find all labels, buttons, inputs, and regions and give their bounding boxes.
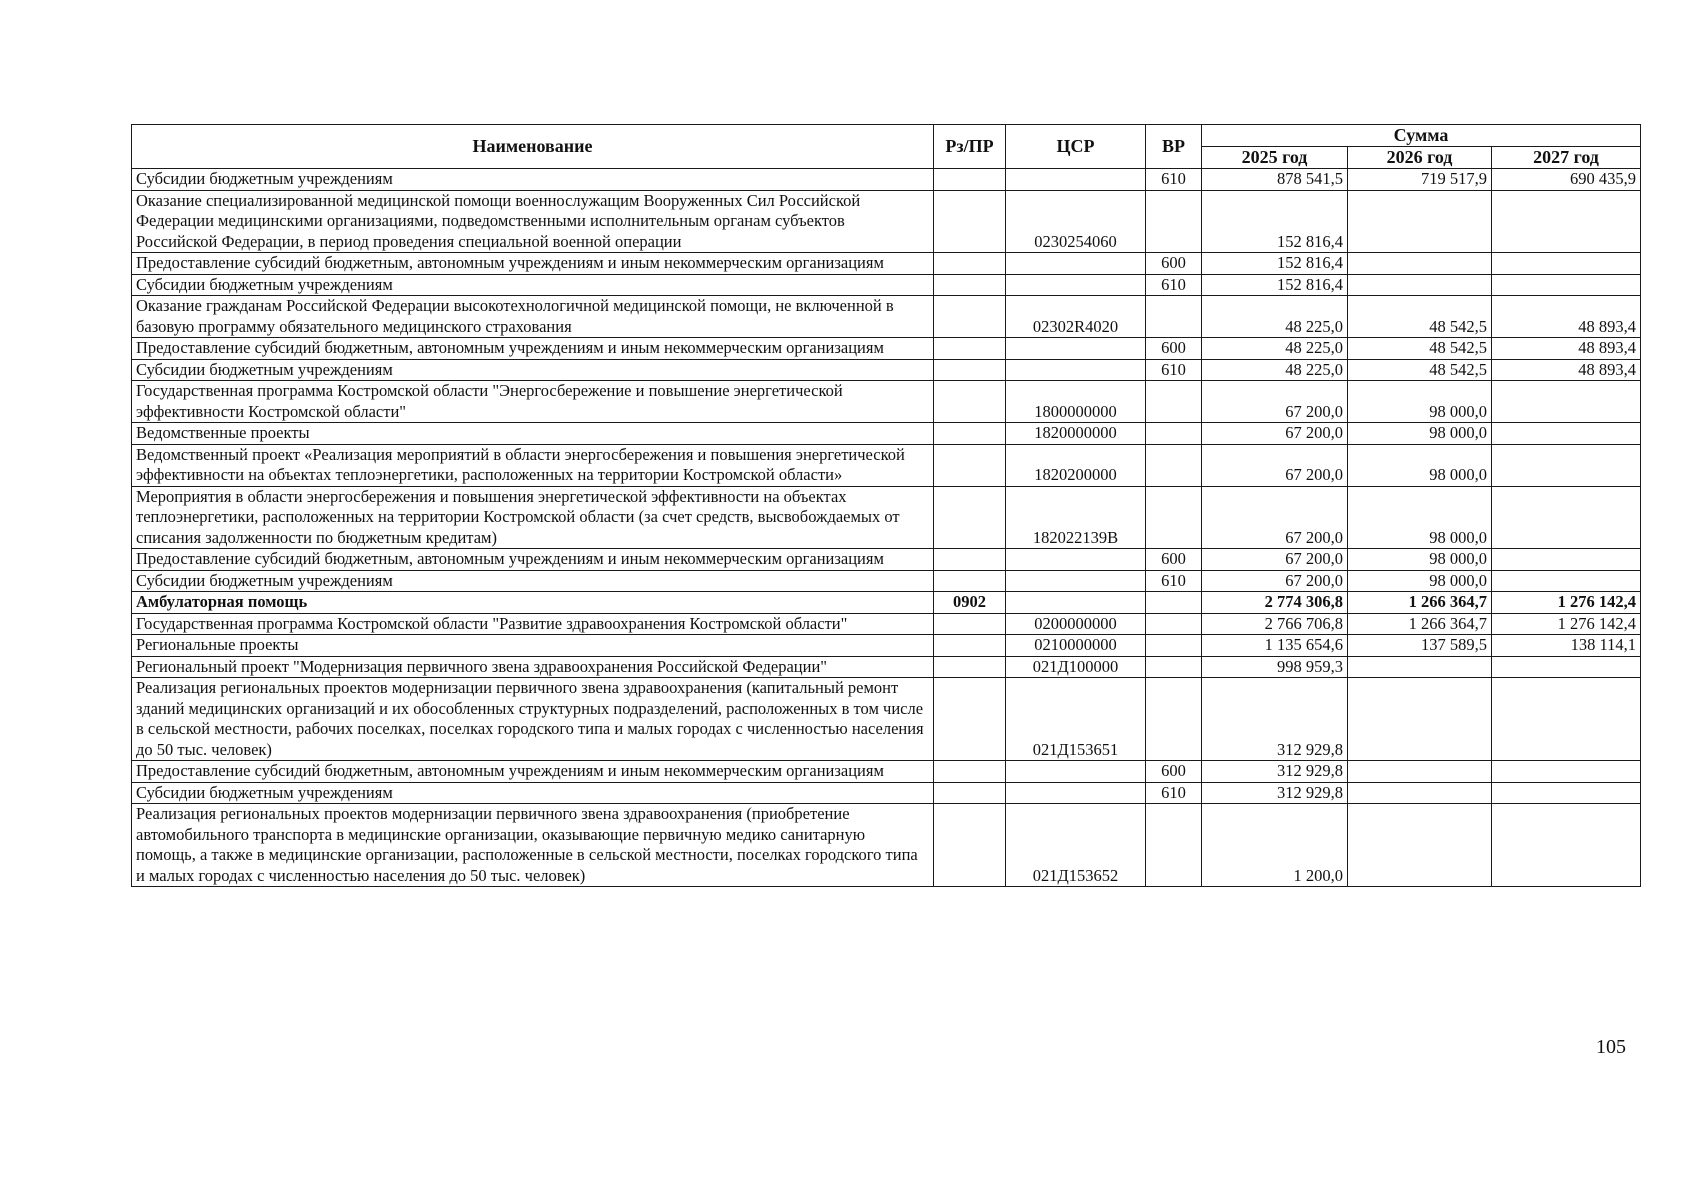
cell-2026: 1 266 364,7 — [1348, 592, 1492, 614]
table-row — [132, 338, 1641, 360]
cell-name: Субсидии бюджетным учреждениям — [132, 782, 934, 804]
cell-vr — [1146, 486, 1202, 549]
cell-2026: 137 589,5 — [1348, 635, 1492, 657]
cell-rzpr — [934, 423, 1006, 445]
cell-2027 — [1492, 549, 1641, 571]
cell-2027: 48 893,4 — [1492, 338, 1641, 360]
cell-2025: 1 200,0 — [1202, 804, 1348, 887]
cell-rzpr — [934, 656, 1006, 678]
cell-2027 — [1492, 381, 1641, 423]
table-row — [132, 296, 1641, 338]
cell-2027: 48 893,4 — [1492, 359, 1641, 381]
cell-2026 — [1348, 678, 1492, 761]
cell-2026: 98 000,0 — [1348, 570, 1492, 592]
cell-vr: 600 — [1146, 761, 1202, 783]
cell-rzpr — [934, 274, 1006, 296]
cell-2025: 998 959,3 — [1202, 656, 1348, 678]
cell-rzpr — [934, 444, 1006, 486]
cell-2025: 2 774 306,8 — [1202, 592, 1348, 614]
cell-csr: 1820200000 — [1006, 444, 1146, 486]
cell-name: Оказание гражданам Российской Федерации высокотехнологичной медицинской помощи, не включенной в базовую программу обязательного медицинского страхования — [132, 296, 934, 338]
cell-csr: 0230254060 — [1006, 190, 1146, 253]
cell-rzpr — [934, 296, 1006, 338]
cell-2025: 1 135 654,6 — [1202, 635, 1348, 657]
table-row — [132, 635, 1641, 657]
cell-2025: 67 200,0 — [1202, 381, 1348, 423]
cell-2026 — [1348, 761, 1492, 783]
cell-2025: 67 200,0 — [1202, 549, 1348, 571]
cell-2026 — [1348, 190, 1492, 253]
cell-2026: 98 000,0 — [1348, 423, 1492, 445]
table-row — [132, 381, 1641, 423]
cell-name: Предоставление субсидий бюджетным, автономным учреждениям и иным некоммерческим организациям — [132, 338, 934, 360]
cell-name: Мероприятия в области энергосбережения и повышения энергетической эффективности на объектах теплоэнергетики, расположенных на территории Костромской области (за счет средств, высвобождаемых от списания задолженности по бюджетным кредитам) — [132, 486, 934, 549]
cell-rzpr — [934, 190, 1006, 253]
cell-name: Амбулаторная помощь — [132, 592, 934, 614]
table-body — [132, 169, 1641, 887]
cell-2025: 312 929,8 — [1202, 761, 1348, 783]
cell-name: Реализация региональных проектов модернизации первичного звена здравоохранения (капитальный ремонт зданий медицинских организаций и их обособленных структурных подразделений, расположенных в том числе в сельской местности, рабочих поселках, поселках городского типа и малых городах с численностью населения до 50 тыс. человек) — [132, 678, 934, 761]
table-row — [132, 253, 1641, 275]
cell-csr — [1006, 274, 1146, 296]
cell-2025: 878 541,5 — [1202, 169, 1348, 191]
cell-2026: 1 266 364,7 — [1348, 613, 1492, 635]
cell-rzpr — [934, 253, 1006, 275]
cell-csr — [1006, 359, 1146, 381]
table-header — [132, 125, 1641, 169]
header-vr: ВР — [1146, 125, 1202, 169]
page-number: 105 — [1596, 1036, 1626, 1058]
cell-2025: 67 200,0 — [1202, 423, 1348, 445]
cell-name: Предоставление субсидий бюджетным, автономным учреждениям и иным некоммерческим организациям — [132, 761, 934, 783]
header-sum: Сумма — [1202, 125, 1641, 147]
table-row — [132, 274, 1641, 296]
cell-2026: 98 000,0 — [1348, 486, 1492, 549]
cell-2026: 719 517,9 — [1348, 169, 1492, 191]
cell-vr — [1146, 444, 1202, 486]
cell-2025: 152 816,4 — [1202, 274, 1348, 296]
table-row — [132, 761, 1641, 783]
cell-2027 — [1492, 274, 1641, 296]
cell-rzpr — [934, 549, 1006, 571]
table-row — [132, 444, 1641, 486]
cell-rzpr — [934, 782, 1006, 804]
cell-2026 — [1348, 274, 1492, 296]
cell-2025: 312 929,8 — [1202, 782, 1348, 804]
cell-2027: 138 114,1 — [1492, 635, 1641, 657]
cell-rzpr — [934, 381, 1006, 423]
cell-name: Ведомственный проект «Реализация мероприятий в области энергосбережения и повышения энергетической эффективности на объектах теплоэнергетики, расположенных на территории Костромской области» — [132, 444, 934, 486]
cell-2025: 67 200,0 — [1202, 444, 1348, 486]
cell-2025: 2 766 706,8 — [1202, 613, 1348, 635]
cell-2027 — [1492, 444, 1641, 486]
cell-2027 — [1492, 190, 1641, 253]
table-row — [132, 423, 1641, 445]
cell-2026: 98 000,0 — [1348, 549, 1492, 571]
cell-name: Государственная программа Костромской области "Развитие здравоохранения Костромской области" — [132, 613, 934, 635]
cell-2025: 152 816,4 — [1202, 190, 1348, 253]
cell-vr: 600 — [1146, 549, 1202, 571]
cell-name: Предоставление субсидий бюджетным, автономным учреждениям и иным некоммерческим организациям — [132, 253, 934, 275]
budget-table — [131, 124, 1641, 887]
cell-2027: 48 893,4 — [1492, 296, 1641, 338]
cell-vr: 610 — [1146, 169, 1202, 191]
cell-2027: 1 276 142,4 — [1492, 613, 1641, 635]
cell-csr: 021Д153651 — [1006, 678, 1146, 761]
cell-name: Ведомственные проекты — [132, 423, 934, 445]
cell-csr — [1006, 761, 1146, 783]
header-csr: ЦСР — [1006, 125, 1146, 169]
cell-csr — [1006, 782, 1146, 804]
table-row — [132, 169, 1641, 191]
cell-csr: 1820000000 — [1006, 423, 1146, 445]
cell-csr — [1006, 592, 1146, 614]
cell-csr: 182022139В — [1006, 486, 1146, 549]
cell-2027 — [1492, 678, 1641, 761]
cell-2027 — [1492, 423, 1641, 445]
header-year-2025: 2025 год — [1202, 147, 1348, 169]
cell-rzpr — [934, 169, 1006, 191]
cell-2026: 98 000,0 — [1348, 444, 1492, 486]
cell-vr — [1146, 804, 1202, 887]
cell-2025: 48 225,0 — [1202, 359, 1348, 381]
cell-2025: 152 816,4 — [1202, 253, 1348, 275]
table-row — [132, 613, 1641, 635]
cell-vr: 600 — [1146, 338, 1202, 360]
cell-2027 — [1492, 782, 1641, 804]
cell-2025: 67 200,0 — [1202, 570, 1348, 592]
cell-vr: 600 — [1146, 253, 1202, 275]
cell-2026 — [1348, 782, 1492, 804]
cell-2027 — [1492, 253, 1641, 275]
cell-vr — [1146, 613, 1202, 635]
cell-csr — [1006, 549, 1146, 571]
cell-2027: 690 435,9 — [1492, 169, 1641, 191]
table-row — [132, 678, 1641, 761]
cell-rzpr — [934, 359, 1006, 381]
cell-2026: 48 542,5 — [1348, 359, 1492, 381]
table-row — [132, 782, 1641, 804]
cell-rzpr: 0902 — [934, 592, 1006, 614]
cell-name: Субсидии бюджетным учреждениям — [132, 274, 934, 296]
cell-rzpr — [934, 570, 1006, 592]
cell-rzpr — [934, 486, 1006, 549]
cell-2027 — [1492, 486, 1641, 549]
table-row — [132, 190, 1641, 253]
table-row — [132, 656, 1641, 678]
cell-csr: 0210000000 — [1006, 635, 1146, 657]
table-row — [132, 592, 1641, 614]
header-name: Наименование — [132, 125, 934, 169]
cell-csr — [1006, 253, 1146, 275]
cell-2027 — [1492, 656, 1641, 678]
cell-2026 — [1348, 804, 1492, 887]
cell-2027: 1 276 142,4 — [1492, 592, 1641, 614]
cell-rzpr — [934, 613, 1006, 635]
table-row — [132, 486, 1641, 549]
cell-vr — [1146, 592, 1202, 614]
cell-csr — [1006, 169, 1146, 191]
cell-csr: 1800000000 — [1006, 381, 1146, 423]
cell-2026 — [1348, 656, 1492, 678]
table-row — [132, 804, 1641, 887]
cell-name: Оказание специализированной медицинской помощи военнослужащим Вооруженных Сил Российской Федерации медицинскими организациями, подведомственными исполнительным органам субъектов Российской Федерации, в период проведения специальной военной операции — [132, 190, 934, 253]
cell-vr — [1146, 190, 1202, 253]
cell-vr — [1146, 381, 1202, 423]
cell-name: Государственная программа Костромской области "Энергосбережение и повышение энергетической эффективности Костромской области" — [132, 381, 934, 423]
cell-vr — [1146, 678, 1202, 761]
cell-vr — [1146, 296, 1202, 338]
cell-2026 — [1348, 253, 1492, 275]
cell-name: Предоставление субсидий бюджетным, автономным учреждениям и иным некоммерческим организациям — [132, 549, 934, 571]
cell-name: Субсидии бюджетным учреждениям — [132, 169, 934, 191]
cell-rzpr — [934, 635, 1006, 657]
cell-2026: 98 000,0 — [1348, 381, 1492, 423]
cell-2025: 48 225,0 — [1202, 296, 1348, 338]
cell-2025: 67 200,0 — [1202, 486, 1348, 549]
header-rzpr: Рз/ПР — [934, 125, 1006, 169]
cell-2027 — [1492, 570, 1641, 592]
cell-csr — [1006, 570, 1146, 592]
cell-rzpr — [934, 338, 1006, 360]
cell-csr: 0200000000 — [1006, 613, 1146, 635]
cell-csr — [1006, 338, 1146, 360]
cell-2026: 48 542,5 — [1348, 296, 1492, 338]
cell-2026: 48 542,5 — [1348, 338, 1492, 360]
cell-name: Региональный проект "Модернизация первичного звена здравоохранения Российской Федерации" — [132, 656, 934, 678]
cell-2027 — [1492, 761, 1641, 783]
table-row — [132, 549, 1641, 571]
cell-2025: 312 929,8 — [1202, 678, 1348, 761]
header-year-2026: 2026 год — [1348, 147, 1492, 169]
cell-rzpr — [934, 678, 1006, 761]
header-year-2027: 2027 год — [1492, 147, 1641, 169]
cell-name: Региональные проекты — [132, 635, 934, 657]
cell-rzpr — [934, 804, 1006, 887]
cell-vr: 610 — [1146, 359, 1202, 381]
cell-name: Реализация региональных проектов модернизации первичного звена здравоохранения (приобретение автомобильного транспорта в медицинские организации, оказывающие первичную медико санитарную помощь, а также в медицинские организации, расположенные в сельской местности, поселках городского типа и малых городах с численностью населения до 50 тыс. человек) — [132, 804, 934, 887]
table-row — [132, 570, 1641, 592]
cell-name: Субсидии бюджетным учреждениям — [132, 359, 934, 381]
cell-vr: 610 — [1146, 570, 1202, 592]
cell-vr — [1146, 423, 1202, 445]
cell-vr — [1146, 656, 1202, 678]
cell-csr: 02302R4020 — [1006, 296, 1146, 338]
cell-vr: 610 — [1146, 274, 1202, 296]
cell-csr: 021Д100000 — [1006, 656, 1146, 678]
cell-name: Субсидии бюджетным учреждениям — [132, 570, 934, 592]
cell-csr: 021Д153652 — [1006, 804, 1146, 887]
cell-2025: 48 225,0 — [1202, 338, 1348, 360]
cell-2027 — [1492, 804, 1641, 887]
table-row — [132, 359, 1641, 381]
cell-vr: 610 — [1146, 782, 1202, 804]
cell-vr — [1146, 635, 1202, 657]
cell-rzpr — [934, 761, 1006, 783]
